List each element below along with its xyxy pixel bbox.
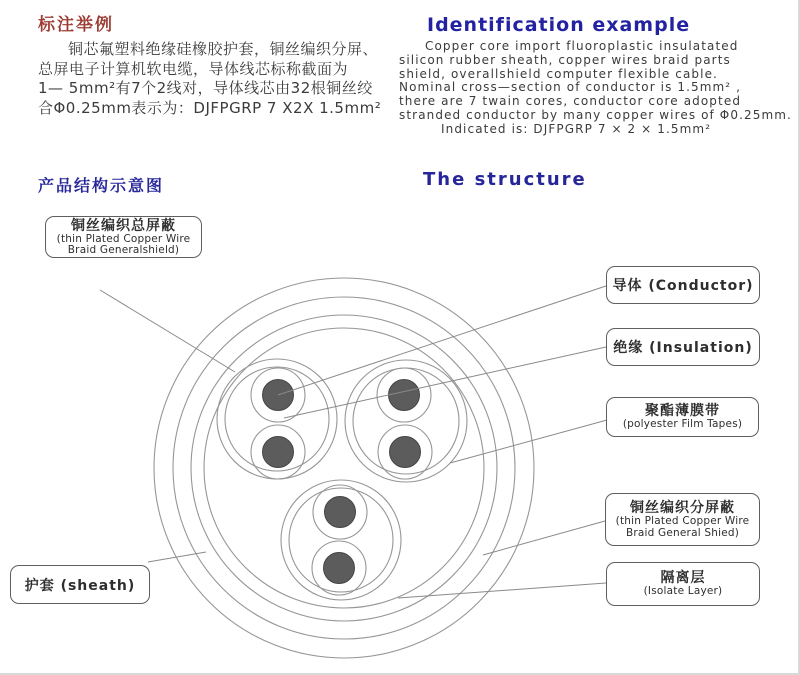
leader-isolate xyxy=(398,583,606,598)
conductor-core xyxy=(389,380,420,411)
leader-sheath xyxy=(148,552,206,562)
callout-general-shield xyxy=(45,216,202,258)
callout-insulation xyxy=(606,328,760,366)
identification-line: shield, overallshield computer flexible cable. xyxy=(399,66,718,81)
leader-insulation xyxy=(284,347,606,418)
callout-isolate-cn: 隔离层 xyxy=(660,570,706,587)
callout-part-shield-en2: Braid General Shied) xyxy=(625,526,740,539)
annotation-line: 1— 5mm²有7个2线对，导体线芯由32根铜丝绞 xyxy=(38,79,373,97)
identification-line: Indicated is: DJFPGRP 7 × 2 × 1.5mm² xyxy=(441,121,712,136)
callout-polyester-en: (polyester Film Tapes) xyxy=(622,418,743,431)
annotation-title-cn: 标注举例 xyxy=(38,15,114,35)
callout-part-shield xyxy=(605,493,760,546)
identification-title: Identification example xyxy=(427,14,691,36)
structure-section-title-cn: 产品结构示意图 xyxy=(38,176,165,195)
identification-line: there are 7 twain cores, conductor core adopted xyxy=(399,94,742,109)
conductor-core xyxy=(325,497,356,528)
callout-part-shield-cn: 铜丝编织分屏蔽 xyxy=(630,500,735,516)
callout-sheath-label: 护套 (sheath) xyxy=(24,577,136,594)
leader-conductor xyxy=(278,286,606,395)
conductor-core xyxy=(263,437,294,468)
structure-section-title-en: The structure xyxy=(423,169,587,190)
annotation-line: 总屏电子计算机软电缆，导体线芯标称截面为 xyxy=(38,59,349,78)
callout-sheath xyxy=(10,565,150,604)
leader-part-shield xyxy=(483,521,605,555)
callout-isolate-en: (Isolate Layer) xyxy=(643,585,723,598)
callout-conductor xyxy=(606,266,760,304)
callout-general-shield-en2: Braid Generalshield) xyxy=(67,244,180,256)
callout-polyester-film xyxy=(606,397,759,437)
callout-general-shield-cn: 铜丝编织总屏蔽 xyxy=(71,217,176,234)
callout-insulation-label: 绝缘 (Insulation) xyxy=(613,340,753,356)
callout-general-shield-en1: (thin Plated Copper Wire xyxy=(56,232,191,245)
conductor-core xyxy=(324,553,355,584)
identification-line: Copper core import fluoroplastic insulatated xyxy=(425,39,739,53)
callout-isolate-layer xyxy=(606,562,760,606)
annotation-line: 合Φ0.25mm表示为：DJFPGRP 7 X2X 1.5mm² xyxy=(38,98,382,117)
identification-line: Nominal cross—section of conductor is 1.5mm² , xyxy=(399,80,742,95)
leader-general-shield xyxy=(100,290,235,372)
overall-shield-ring xyxy=(173,297,515,639)
callout-part-shield-en1: (thin Plated Copper Wire xyxy=(615,515,750,527)
sheath-ring xyxy=(154,278,534,658)
conductor-core xyxy=(390,437,421,468)
callout-polyester-cn: 聚酯薄膜带 xyxy=(645,403,720,420)
leader-polyester xyxy=(450,420,607,463)
annotation-line: 铜芯氟塑料绝缘硅橡胶护套，铜丝编织分屏、 xyxy=(68,40,379,58)
identification-line: stranded conductor by many copper wires of Φ0.25mm. xyxy=(399,107,792,122)
identification-line: silicon rubber sheath, copper wires braid parts xyxy=(399,52,731,67)
callout-conductor-label: 导体 (Conductor) xyxy=(612,278,754,294)
